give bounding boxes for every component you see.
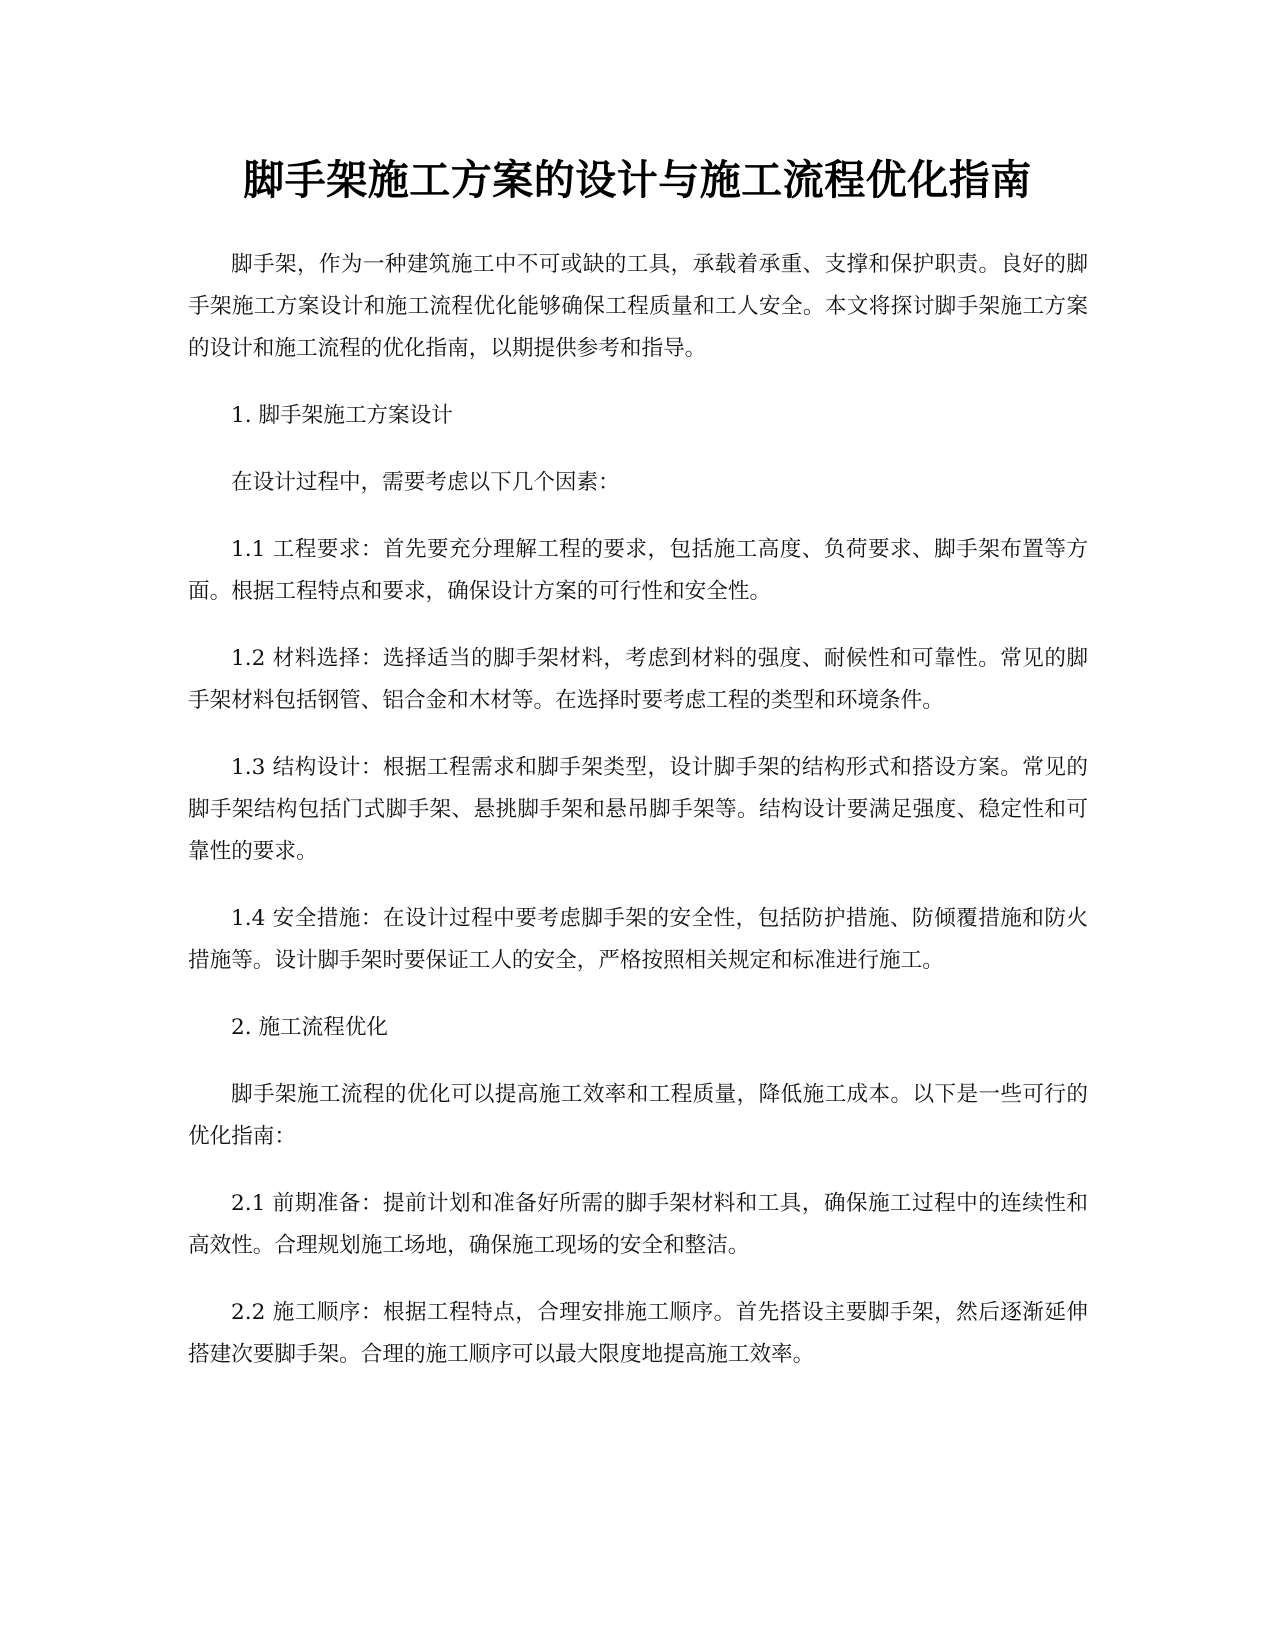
section-2-lead-paragraph: 脚手架施工流程的优化可以提高施工效率和工程质量，降低施工成本。以下是一些可行的优化指南：	[188, 1082, 1088, 1149]
subsection-1-1-paragraph: 1.1 工程要求：首先要充分理解工程的要求，包括施工高度、负荷要求、脚手架布置等方面。根据工程特点和要求，确保设计方案的可行性和安全性。	[188, 537, 1088, 604]
section-1-lead-paragraph: 在设计过程中，需要考虑以下几个因素：	[231, 470, 620, 495]
subsection-2-1-paragraph: 2.1 前期准备：提前计划和准备好所需的脚手架材料和工具，确保施工过程中的连续性和高效性。合理规划施工场地，确保施工现场的安全和整洁。	[188, 1191, 1088, 1258]
section-heading-2: 2. 施工流程优化	[231, 1015, 389, 1040]
subsection-1-3-paragraph: 1.3 结构设计：根据工程需求和脚手架类型，设计脚手架的结构形式和搭设方案。常见的脚手架结构包括门式脚手架、悬挑脚手架和悬吊脚手架等。结构设计要满足强度、稳定性和可靠性的要求。	[188, 755, 1088, 864]
document-title: 脚手架施工方案的设计与施工流程优化指南	[243, 156, 1032, 204]
subsection-1-2-paragraph: 1.2 材料选择：选择适当的脚手架材料，考虑到材料的强度、耐候性和可靠性。常见的脚手架材料包括钢管、铝合金和木材等。在选择时要考虑工程的类型和环境条件。	[188, 646, 1088, 713]
intro-paragraph: 脚手架，作为一种建筑施工中不可或缺的工具，承载着承重、支撑和保护职责。良好的脚手架施工方案设计和施工流程优化能够确保工程质量和工人安全。本文将探讨脚手架施工方案的设计和施工流程的优化指南，以期提供参考和指导。	[188, 252, 1088, 361]
document-body	[188, 244, 1088, 1401]
section-heading-1: 1. 脚手架施工方案设计	[231, 403, 453, 428]
subsection-2-2-paragraph: 2.2 施工顺序：根据工程特点，合理安排施工顺序。首先搭设主要脚手架，然后逐渐延伸搭建次要脚手架。合理的施工顺序可以最大限度地提高施工效率。	[188, 1300, 1088, 1367]
subsection-1-4-paragraph: 1.4 安全措施：在设计过程中要考虑脚手架的安全性，包括防护措施、防倾覆措施和防火措施等。设计脚手架时要保证工人的安全，严格按照相关规定和标准进行施工。	[188, 906, 1088, 973]
